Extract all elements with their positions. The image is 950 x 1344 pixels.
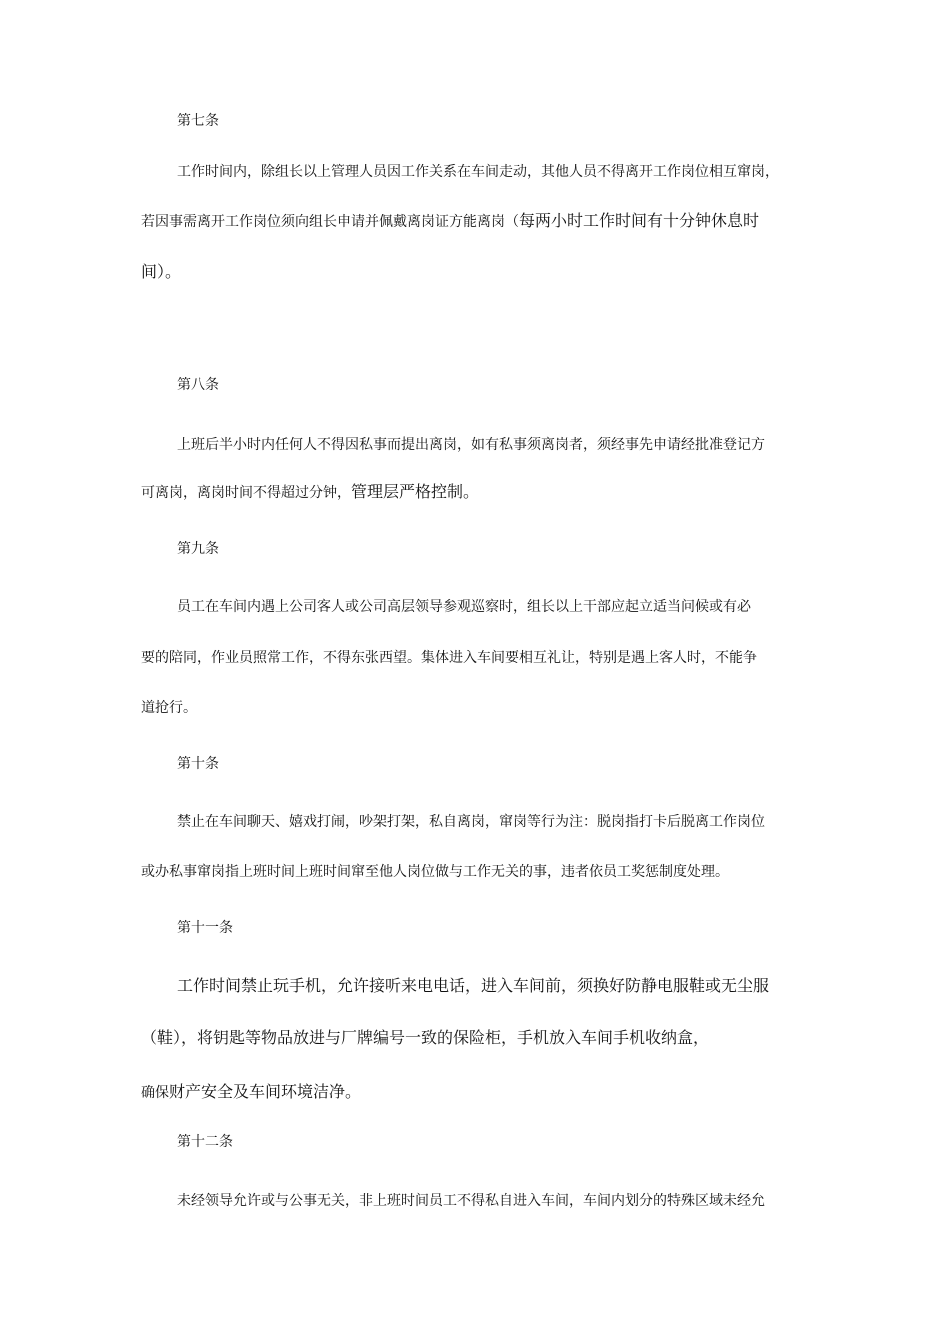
article-title: 第十一条 — [177, 920, 233, 936]
paragraph-line — [141, 1082, 361, 1103]
line-text: 要的陪同，作业员照常工作，不得东张西望。集体进入车间要相互礼让，特别是遇上客人时，不能争 — [141, 650, 757, 666]
line-text: 工作时间内，除组长以上管理人员因工作关系在车间走动，其他人员不得离开工作岗位相互窜岗， — [177, 164, 779, 180]
line-text-serif: 工作时间禁止玩手机，允许接听来电电话，进入车间前，须换好防静电服鞋或无尘服 — [177, 976, 770, 995]
article-title: 第八条 — [177, 377, 219, 393]
article-title: 第十二条 — [177, 1134, 233, 1150]
line-text: 确保 — [141, 1085, 169, 1101]
line-text: 道抢行。 — [141, 700, 197, 716]
paragraph-line — [141, 482, 479, 503]
article-title: 第十条 — [177, 756, 219, 772]
paragraph-line — [141, 262, 181, 283]
paragraph-line — [141, 1028, 709, 1049]
paragraph-line — [177, 161, 779, 182]
line-text: 若因事需离开工作岗位须向组长申请并佩戴离岗证方能离岗（ — [141, 214, 519, 230]
line-text-serif: 管理层严格控制。 — [351, 482, 480, 501]
line-text: 可离岗，离岗时间不得超过分钟， — [141, 485, 351, 501]
paragraph-line — [177, 811, 765, 832]
paragraph-line — [141, 211, 759, 232]
line-text: 上班后半小时内任何人不得因私事而提出离岗，如有私事须离岗者，须经事先申请经批准登记方 — [177, 437, 765, 453]
line-text: 员工在车间内遇上公司客人或公司高层领导参观巡察时，组长以上干部应起立适当问候或有必 — [177, 599, 751, 615]
line-text-serif: （鞋），将钥匙等物品放进与厂牌编号一致的保险柜，手机放入车间手机收纳盒， — [141, 1028, 710, 1047]
paragraph-line — [177, 976, 769, 997]
line-text: 禁止在车间聊天、嬉戏打闹，吵架打架，私自离岗，窜岗等行为注：脱岗指打卡后脱离工作岗位 — [177, 814, 765, 830]
line-text: 未经领导允许或与公事无关，非上班时间员工不得私自进入车间，车间内划分的特殊区域未经允 — [177, 1193, 765, 1209]
article-title: 第九条 — [177, 541, 219, 557]
paragraph-line — [177, 1190, 765, 1211]
paragraph-line — [177, 596, 751, 617]
paragraph-line — [141, 697, 197, 718]
line-text-serif: 间）。 — [141, 262, 182, 281]
paragraph-line — [141, 861, 729, 882]
line-text-serif: 每两小时工作时间有十分钟休息时 — [519, 211, 760, 230]
article-title: 第七条 — [177, 113, 219, 129]
line-text-serif: 财产安全及车间环境洁净。 — [169, 1082, 362, 1101]
paragraph-line — [177, 434, 765, 455]
line-text: 或办私事窜岗指上班时间上班时间窜至他人岗位做与工作无关的事，违者依员工奖惩制度处理。 — [141, 864, 729, 880]
paragraph-line — [141, 647, 757, 668]
